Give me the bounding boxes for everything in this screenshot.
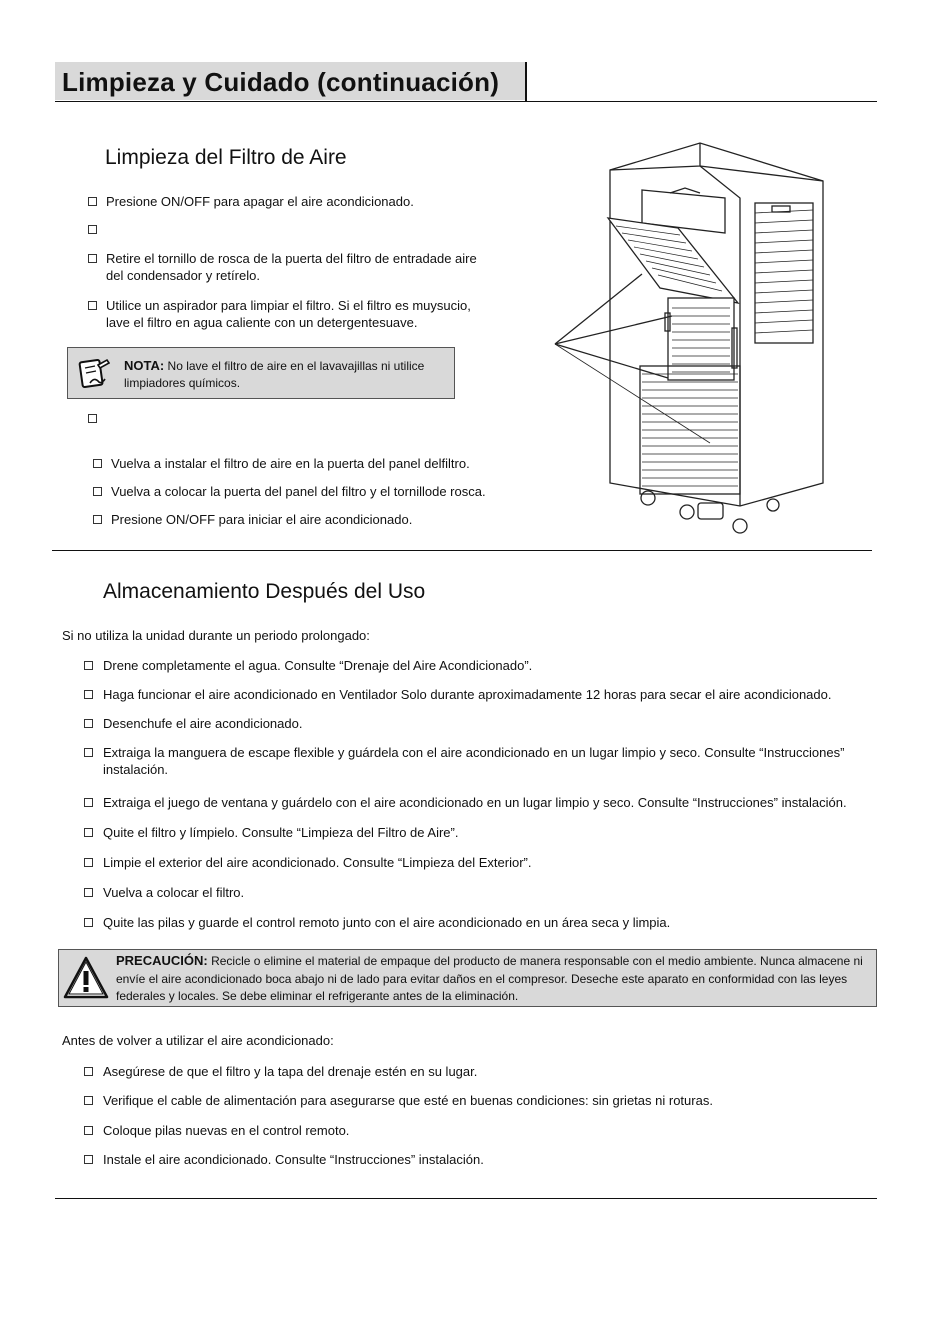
list-item-text: Coloque pilas nuevas en el control remoto. — [103, 1123, 350, 1138]
list-item — [88, 297, 498, 331]
page-title: Limpieza y Cuidado (continuación) — [62, 67, 500, 97]
list-item-text: Instale el aire acondicionado. Consulte “Instrucciones” instalación. — [103, 1152, 484, 1167]
list-item-text: Presione ON/OFF para iniciar el aire acondicionado. — [111, 512, 413, 527]
list-item-text: Limpie el exterior del aire acondicionado. Consulte “Limpieza del Exterior”. — [103, 855, 532, 870]
caution-box — [58, 949, 877, 1007]
list-item — [84, 824, 874, 841]
list-item — [84, 1151, 874, 1168]
list-item-text: Extraiga la manguera de escape flexible y guárdela con el aire acondicionado en un lugar limpio y seco. Consulte “Instrucciones” instalación. — [103, 745, 845, 777]
caution-label: PRECAUCIÓN: — [116, 953, 208, 968]
list-item — [84, 884, 874, 901]
list-item-text: Verifique el cable de alimentación para asegurarse que esté en buenas condiciones: sin grietas ni roturas. — [103, 1093, 713, 1108]
warning-triangle-icon — [63, 955, 109, 1001]
storage-intro: Si no utiliza la unidad durante un periodo prolongado: — [62, 628, 370, 643]
checkbox-icon — [84, 1096, 93, 1105]
checkbox-icon — [84, 1155, 93, 1164]
list-item-text: Vuelva a instalar el filtro de aire en la puerta del panel delfiltro. — [111, 456, 470, 471]
checkbox-icon — [84, 798, 93, 807]
note-label: NOTA: — [124, 358, 165, 373]
list-item-text: Drene completamente el agua. Consulte “Drenaje del Aire Acondicionado”. — [103, 658, 533, 673]
checkbox-icon — [93, 515, 102, 524]
filter-section-title: Limpieza del Filtro de Aire — [105, 146, 347, 169]
list-item — [84, 1063, 874, 1080]
list-item-text: Retire el tornillo de rosca de la puerta del filtro de entradade aire del condensador y retírelo. — [106, 251, 477, 283]
list-item — [84, 686, 874, 703]
list-item — [88, 250, 498, 284]
list-item-text: Desenchufe el aire acondicionado. — [103, 716, 303, 731]
list-item-text: Presione ON/OFF para apagar el aire acondicionado. — [106, 194, 414, 209]
list-item — [88, 410, 508, 423]
list-item — [93, 455, 513, 472]
list-item — [84, 1092, 874, 1109]
checkbox-icon — [84, 918, 93, 927]
list-item — [84, 1122, 874, 1139]
checkbox-icon — [84, 828, 93, 837]
checkbox-icon — [88, 254, 97, 263]
list-item — [84, 914, 874, 931]
list-item-text: Utilice un aspirador para limpiar el filtro. Si el filtro es muysucio, lave el filtro en agua caliente con un detergentesuave. — [106, 298, 471, 330]
checkbox-icon — [88, 197, 97, 206]
checkbox-icon — [88, 225, 97, 234]
list-item — [88, 221, 508, 234]
footer-rule — [55, 1198, 877, 1199]
list-item — [93, 511, 513, 528]
list-item — [84, 657, 874, 674]
checkbox-icon — [84, 748, 93, 757]
list-item — [84, 715, 874, 732]
checkbox-icon — [93, 459, 102, 468]
note-pencil-icon — [78, 357, 110, 391]
caution-text: Recicle o elimine el material de empaque del producto de manera responsable con el medio ambiente. Nunca almacene ni envíe el aire acondicionado boca abajo ni de lado para evitar daños en el compresor. Deseche este aparato en conformidad con las leyes federales y locales. Se debe eliminar el refrigerante antes de la eliminación. — [116, 954, 863, 1003]
checkbox-icon — [84, 858, 93, 867]
list-item-text: Haga funcionar el aire acondicionado en Ventilador Solo durante aproximadamente 12 horas para secar el aire acondicionado. — [103, 687, 832, 702]
section-divider — [52, 550, 872, 551]
checkbox-icon — [84, 888, 93, 897]
caution-content — [116, 952, 871, 1006]
note-box — [67, 347, 455, 399]
before-use-intro: Antes de volver a utilizar el aire acondicionado: — [62, 1033, 334, 1048]
checkbox-icon — [88, 414, 97, 423]
storage-section-title: Almacenamiento Después del Uso — [103, 580, 426, 603]
checkbox-icon — [84, 661, 93, 670]
list-item — [84, 794, 874, 811]
checkbox-icon — [84, 1126, 93, 1135]
checkbox-icon — [84, 719, 93, 728]
list-item — [93, 483, 513, 500]
header-rule — [55, 101, 877, 102]
list-item-text: Quite el filtro y límpielo. Consulte “Limpieza del Filtro de Aire”. — [103, 825, 459, 840]
header-divider — [525, 62, 527, 102]
list-item — [88, 193, 508, 210]
note-content — [124, 357, 444, 392]
list-item-text: Vuelva a colocar la puerta del panel del filtro y el tornillode rosca. — [111, 484, 486, 499]
checkbox-icon — [84, 690, 93, 699]
list-item-text: Vuelva a colocar el filtro. — [103, 885, 245, 900]
note-text: No lave el filtro de aire en el lavavajillas ni utilice limpiadores químicos. — [124, 359, 425, 390]
checkbox-icon — [84, 1067, 93, 1076]
list-item-text: Extraiga el juego de ventana y guárdelo con el aire acondicionado en un lugar limpio y seco. Consulte “Instrucciones” instalación. — [103, 795, 847, 810]
list-item — [84, 744, 874, 778]
checkbox-icon — [93, 487, 102, 496]
list-item-text: Asegúrese de que el filtro y la tapa del drenaje estén en su lugar. — [103, 1064, 478, 1079]
checkbox-icon — [88, 301, 97, 310]
list-item — [84, 854, 874, 871]
list-item-text: Quite las pilas y guarde el control remoto junto con el aire acondicionado en un área seca y limpia. — [103, 915, 671, 930]
air-conditioner-illustration — [550, 138, 850, 543]
